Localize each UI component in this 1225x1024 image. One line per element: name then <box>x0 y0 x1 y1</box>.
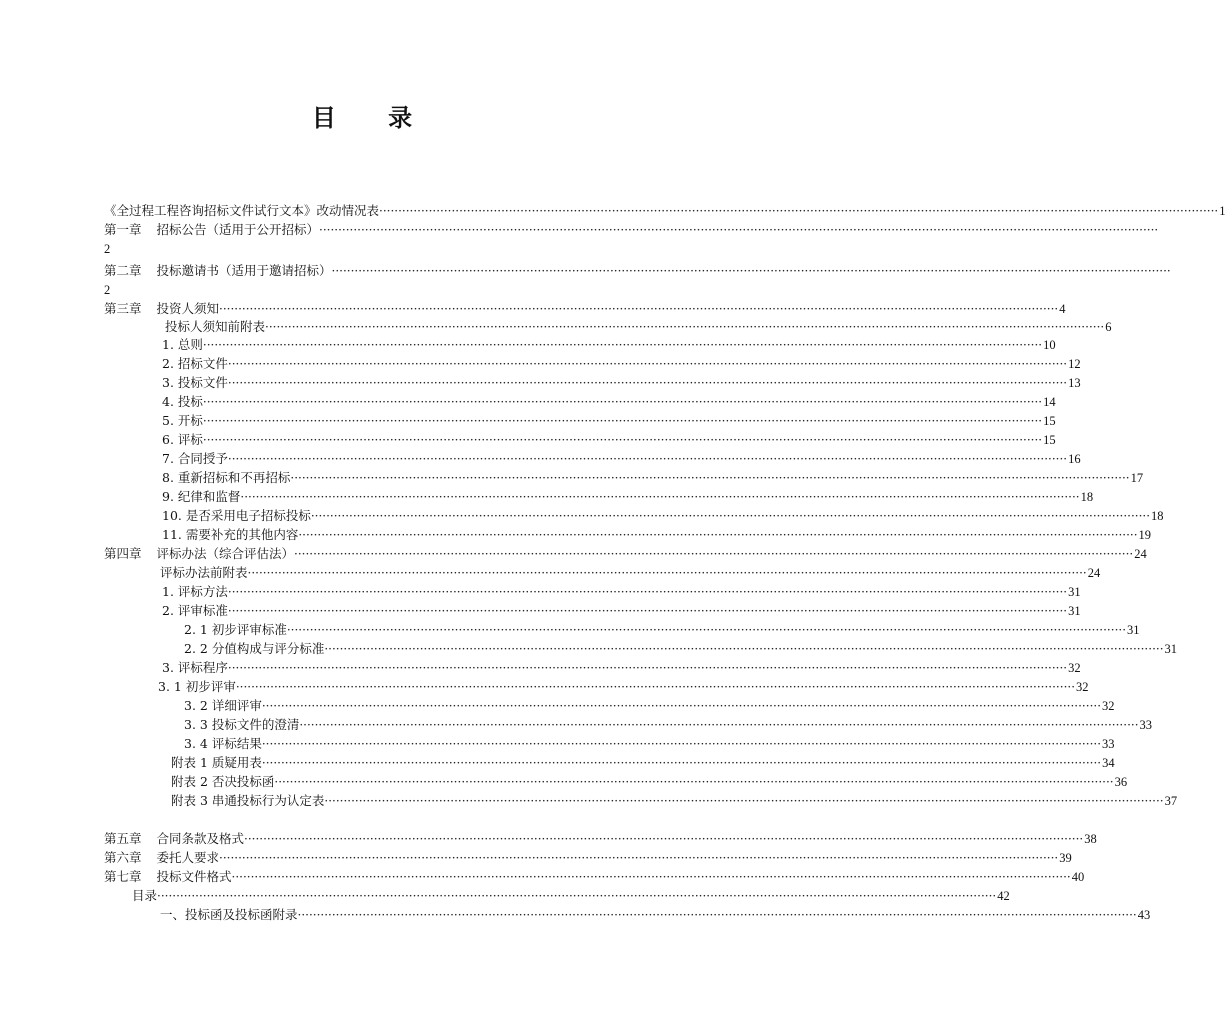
toc-entry-title: 投资人须知 <box>156 301 220 316</box>
toc-entry-title: 8. 重新招标和不再招标 <box>162 470 291 485</box>
toc-page-number: 33 <box>1102 737 1115 751</box>
toc-page-number: 2 <box>104 283 111 297</box>
toc-leader-dots: ···························································································································································································································· <box>219 851 1059 865</box>
toc-entry-label <box>162 412 203 430</box>
toc-entry-label <box>162 602 228 620</box>
toc-entry-label <box>162 374 228 392</box>
toc-page-number: 6 <box>1105 320 1112 334</box>
toc-chapter-number: 第五章 <box>104 831 142 846</box>
toc-entry-title: 6. 评标 <box>162 432 203 447</box>
toc-entry-label <box>162 393 203 411</box>
toc-entry[interactable] <box>162 393 1056 411</box>
toc-entry-title: 3. 投标文件 <box>162 375 228 390</box>
toc-leader-dots: ···························································································································································································································· <box>324 794 1164 808</box>
toc-entry[interactable] <box>104 202 1225 220</box>
toc-page-number: 32 <box>1076 680 1089 694</box>
toc-entry[interactable] <box>104 849 1072 867</box>
toc-entry-title: 5. 开标 <box>162 413 203 428</box>
toc-leader-dots: ···························································································································································································································· <box>235 680 1076 694</box>
toc-leader-dots: ···························································································································································································································· <box>202 414 1043 428</box>
toc-entry[interactable] <box>184 697 1115 715</box>
toc-entry-label <box>162 583 228 601</box>
toc-entry-label <box>162 336 203 354</box>
toc-entry-title: 2. 评审标准 <box>162 603 228 618</box>
toc-page-number: 2 <box>104 242 111 256</box>
toc-leader-dots: ···························································································································································································································· <box>227 357 1068 371</box>
toc-leader-dots: ···························································································································································································································· <box>324 642 1164 656</box>
toc-leader-dots: ···························································································································································································································· <box>261 737 1102 751</box>
toc-page-number: 16 <box>1068 452 1081 466</box>
toc-entry-label <box>104 545 294 563</box>
toc-entry-title: 投标文件格式 <box>156 869 232 884</box>
toc-entry-label <box>184 735 262 753</box>
toc-chapter-number: 第六章 <box>104 850 142 865</box>
toc-entry-label <box>165 318 265 336</box>
toc-entry[interactable] <box>132 887 1010 905</box>
toc-entry-title: 10. 是否采用电子招标投标 <box>162 508 311 523</box>
toc-leader-dots: ···························································································································································································································· <box>274 775 1114 789</box>
toc-entry[interactable] <box>162 431 1056 449</box>
toc-page-number: 32 <box>1068 661 1081 675</box>
toc-entry-label <box>104 221 319 239</box>
toc-entry[interactable] <box>162 374 1081 392</box>
toc-entry-title: 《全过程工程咨询招标文件试行文本》改动情况表 <box>104 203 380 218</box>
toc-chapter-number: 第三章 <box>104 301 142 316</box>
toc-page-number: 13 <box>1068 376 1081 390</box>
toc-entry[interactable] <box>162 450 1081 468</box>
toc-page-number: 4 <box>1059 302 1066 316</box>
toc-leader-dots: ···························································································································································································································· <box>261 756 1102 770</box>
toc-page-number: 18 <box>1151 509 1164 523</box>
toc-leader-dots: ···························································································································································································································· <box>219 302 1059 316</box>
toc-chapter-number: 第七章 <box>104 869 142 884</box>
toc-entry[interactable] <box>162 602 1081 620</box>
toc-leader-dots: ···························································································································································································································· <box>227 452 1068 466</box>
toc-page-number: 24 <box>1087 566 1101 580</box>
toc-chapter-number: 第四章 <box>104 546 142 561</box>
toc-entry-label <box>171 792 324 810</box>
toc-entry-title: 3. 3 投标文件的澄清 <box>184 717 300 732</box>
toc-entry-label <box>160 564 248 582</box>
toc-leader-dots: ···························································································································································································································· <box>319 223 1159 237</box>
toc-leader-dots: ···························································································································································································································· <box>379 204 1219 218</box>
toc-leader-dots: ···························································································································································································································· <box>297 908 1137 922</box>
toc-page-number: 31 <box>1068 604 1081 618</box>
toc-entry-label <box>162 469 290 487</box>
toc-entry-title: 招标公告（适用于公开招标） <box>156 222 320 237</box>
toc-entry-label <box>132 887 157 905</box>
toc-leader-dots: ···························································································································································································································· <box>202 433 1043 447</box>
toc-page-number: 31 <box>1127 623 1140 637</box>
toc-entry[interactable] <box>171 792 1178 810</box>
toc-entry-label <box>104 868 232 886</box>
toc-entry-title: 1. 总则 <box>162 337 203 352</box>
toc-entry-label <box>162 526 298 544</box>
toc-entry-label <box>104 202 379 220</box>
toc-entry[interactable] <box>158 678 1089 696</box>
toc-entry[interactable] <box>104 830 1097 848</box>
toc-entry-title: 附表 3 串通投标行为认定表 <box>171 793 325 808</box>
toc-page-number: 24 <box>1134 547 1147 561</box>
toc-entry-title: 投标人须知前附表 <box>165 319 266 334</box>
toc-entry[interactable] <box>184 640 1178 658</box>
toc-entry[interactable] <box>162 526 1152 544</box>
toc-entry-title: 一、投标函及投标函附录 <box>160 907 298 922</box>
toc-entry-title: 11. 需要补充的其他内容 <box>162 527 299 542</box>
toc-leader-dots: ···························································································································································································································· <box>244 832 1084 846</box>
toc-entry[interactable] <box>165 318 1112 336</box>
toc-entry-label <box>171 754 262 772</box>
toc-leader-dots: ···························································································································································································································· <box>261 699 1102 713</box>
toc-entry-label <box>184 621 287 639</box>
toc-leader-dots: ···························································································································································································································· <box>231 870 1071 884</box>
toc-entry[interactable] <box>162 507 1164 525</box>
toc-leader-dots: ···························································································································································································································· <box>294 547 1134 561</box>
toc-entry[interactable] <box>162 488 1094 506</box>
toc-entry-title: 3. 4 评标结果 <box>184 736 262 751</box>
toc-entry-label <box>162 431 203 449</box>
toc-entry-label <box>162 659 228 677</box>
toc-page-number: 31 <box>1164 642 1178 656</box>
toc-entry-label <box>158 678 236 696</box>
toc-entry-title: 附表 2 否决投标函 <box>171 774 275 789</box>
toc-page-number: 32 <box>1102 699 1115 713</box>
toc-leader-dots: ···························································································································································································································· <box>310 509 1151 523</box>
toc-page-number: 33 <box>1139 718 1153 732</box>
toc-entry-label <box>171 773 274 791</box>
toc-entry-title: 3. 2 详细评审 <box>184 698 262 713</box>
toc-entry-title: 合同条款及格式 <box>156 831 245 846</box>
toc-leader-dots: ···························································································································································································································· <box>202 338 1043 352</box>
toc-entry-title: 2. 2 分值构成与评分标准 <box>184 641 325 656</box>
toc-entry-title: 2. 招标文件 <box>162 356 228 371</box>
toc-leader-dots: ···························································································································································································································· <box>247 566 1087 580</box>
toc-entry-label <box>162 355 228 373</box>
toc-entry-title: 3. 1 初步评审 <box>158 679 236 694</box>
toc-entry-label <box>184 697 262 715</box>
toc-entry-label <box>160 906 298 924</box>
toc-page-number: 38 <box>1084 832 1097 846</box>
toc-entry-title: 评标办法前附表 <box>160 565 248 580</box>
toc-entry-label <box>184 716 299 734</box>
toc-entry[interactable] <box>184 716 1153 734</box>
toc-entry[interactable] <box>104 868 1085 886</box>
toc-entry[interactable] <box>160 906 1151 924</box>
toc-page-number: 42 <box>997 889 1010 903</box>
toc-leader-dots: ···························································································································································································································· <box>265 320 1105 334</box>
toc-entry-label <box>184 640 324 658</box>
toc-entry-title: 2. 1 初步评审标准 <box>184 622 287 637</box>
toc-entry[interactable] <box>184 735 1115 753</box>
toc-page-number: 39 <box>1059 851 1072 865</box>
toc-leader-dots: ···························································································································································································································· <box>299 718 1139 732</box>
toc-entry-label <box>162 507 311 525</box>
toc-page-number: 40 <box>1071 870 1085 884</box>
toc-page-number: 15 <box>1043 414 1056 428</box>
toc-entry[interactable] <box>104 545 1147 563</box>
toc-entry-title: 评标办法（综合评估法） <box>156 546 295 561</box>
toc-entry[interactable] <box>104 262 1171 280</box>
toc-entry[interactable] <box>184 621 1140 639</box>
toc-entry[interactable] <box>171 773 1128 791</box>
toc-entry-title: 7. 合同授予 <box>162 451 228 466</box>
toc-entry-label <box>162 488 240 506</box>
toc-page-number: 15 <box>1043 433 1056 447</box>
toc-leader-dots: ···························································································································································································································· <box>298 528 1138 542</box>
toc-page-number: 17 <box>1130 471 1144 485</box>
toc-leader-dots: ···························································································································································································································· <box>227 604 1068 618</box>
toc-entry-label <box>104 830 244 848</box>
toc-entry-title: 附表 1 质疑用表 <box>171 755 262 770</box>
toc-page-number: 43 <box>1137 908 1151 922</box>
toc-entry-label <box>162 450 228 468</box>
toc-entry[interactable] <box>162 355 1081 373</box>
toc-page-number: 10 <box>1043 338 1056 352</box>
toc-page-number: 34 <box>1102 756 1115 770</box>
toc-page-number: 12 <box>1068 357 1081 371</box>
toc-entry[interactable] <box>104 300 1066 318</box>
toc-entry-title: 4. 投标 <box>162 394 203 409</box>
toc-leader-dots: ···························································································································································································································· <box>202 395 1043 409</box>
toc-page-number: 18 <box>1080 490 1094 504</box>
toc-page-number: 37 <box>1164 794 1178 808</box>
toc-entry-label <box>104 300 219 318</box>
toc-leader-dots: ···························································································································································································································· <box>227 376 1068 390</box>
page-title: 目 录 <box>311 104 435 132</box>
toc-leader-dots: ···························································································································································································································· <box>157 889 997 903</box>
toc-entry[interactable] <box>162 583 1081 601</box>
toc-leader-dots: ···························································································································································································································· <box>286 623 1127 637</box>
toc-entry-label <box>104 849 219 867</box>
toc-entry[interactable] <box>162 469 1144 487</box>
toc-chapter-number: 第二章 <box>104 263 142 278</box>
toc-leader-dots: ···························································································································································································································· <box>240 490 1080 504</box>
toc-entry[interactable] <box>162 412 1056 430</box>
toc-entry-title: 委托人要求 <box>156 850 220 865</box>
toc-leader-dots: ···························································································································································································································· <box>331 264 1171 278</box>
toc-entry-title: 目录 <box>132 888 158 903</box>
toc-entry[interactable] <box>160 564 1101 582</box>
toc-leader-dots: ···························································································································································································································· <box>227 661 1068 675</box>
toc-chapter-number: 第一章 <box>104 222 142 237</box>
toc-page-number: 31 <box>1068 585 1081 599</box>
toc-entry[interactable] <box>104 221 1159 239</box>
toc-entry[interactable] <box>162 659 1081 677</box>
toc-page-number: 36 <box>1114 775 1128 789</box>
toc-entry-title: 3. 评标程序 <box>162 660 228 675</box>
toc-page-number: 14 <box>1043 395 1056 409</box>
toc-leader-dots: ···························································································································································································································· <box>227 585 1068 599</box>
toc-page-number: 1 <box>1219 204 1225 218</box>
toc-entry-label <box>104 262 332 280</box>
toc-leader-dots: ···························································································································································································································· <box>290 471 1130 485</box>
toc-page-number: 19 <box>1138 528 1152 542</box>
toc-entry[interactable] <box>171 754 1115 772</box>
toc-entry[interactable] <box>162 336 1056 354</box>
toc-entry-title: 9. 纪律和监督 <box>162 489 241 504</box>
toc-entry-title: 1. 评标方法 <box>162 584 228 599</box>
toc-entry-title: 投标邀请书（适用于邀请招标） <box>156 263 332 278</box>
